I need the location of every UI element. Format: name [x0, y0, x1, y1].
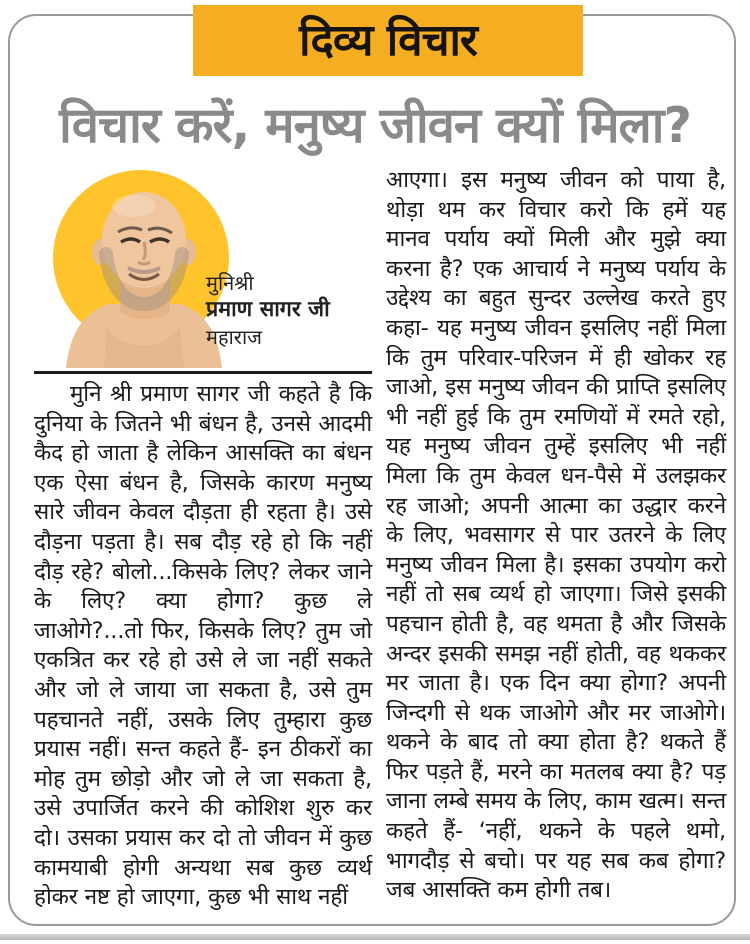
- article-headline-text: विचार करें, मनुष्य जीवन क्यों मिला?: [59, 97, 691, 154]
- caption-divider: [34, 371, 372, 374]
- article-body: [34, 166, 726, 914]
- left-column: [34, 166, 372, 914]
- article-text-right: आएगा। इस मनुष्य जीवन को पाया है, थोड़ा थम कर विचार करो कि हमें यह मानव पर्याय क्यों मिली और मुझे क्या करना है? एक आचार्य ने मनुष्य पर्याय के उद्देश्य का बहुत सुन्दर उल्लेख करते हुए कहा- यह मनुष्य जीवन इसलिए नहीं मिला कि तुम परिवार-परिजन में ही खोकर रह जाओ, इस मनुष्य जीवन की प्राप्ति इसलिए भी नहीं हुई कि तुम रमणियों में रमते रहो, यह मनुष्य जीवन तुम्हें इसलिए भी नहीं मिला कि तुम केवल धन-पैसे में उलझकर रह जाओ; अपनी आत्मा का उद्धार करने के लिए, भवसागर से पार उतरने के लिए मनुष्य जीवन मिला है। इसका उपयोग करो नहीं तो सब व्यर्थ हो जाएगा। जिसे इसकी पहचान होती है, वह थमता है और जिसके अन्दर इसकी समझ नहीं होती, वह थककर मर जाता है। एक दिन क्या होगा? अपनी जिन्दगी से थक जाओगे और मर जाओगे। थकने के बाद तो क्या होता है? थकते हैं फिर पड़ते हैं, मरने का मतलब क्या है? पड़ जाना लम्बे समय के लिए, काम खत्म। सन्त कहते हैं- ‘नहीं, थकने के पहले थमो, भागदौड़ से बचो। पर यह सब कब होगा? जब आसक्ति कम होगी तब।: [386, 167, 726, 904]
- right-column: [386, 166, 726, 914]
- section-banner-title: दिव्य विचार: [299, 14, 477, 66]
- article-text-left: मुनि श्री प्रमाण सागर जी कहते है कि दुनिया के जितने भी बंधन है, उनसे आदमी कैद हो जाता है लेकिन आसक्ति का बंधन एक ऐसा बंधन है, जिसके कारण मनुष्य सारे जीवन केवल दौड़ता ही रहता है। उसे दौड़ना पड़ता है। सब दौड़ रहे हो कि नहीं दौड़ रहे? बोलो...किसके लिए? लेकर जाने के लिए? क्या होगा? कुछ ले जाओगे?...तो फिर, किसके लिए? तुम जो एकत्रित कर रहे हो उसे ले जा नहीं सकते और जो ले जाया जा सकता है, उसे तुम पहचानते नहीं, उसके लिए तुम्हारा कुछ प्रयास नहीं। सन्त कहते हैं- इन ठीकरों का मोह तुम छोड़ो और जो ले जा सकता है, उसे उपार्जित करने की कोशिश शुरु कर दो। उसका प्रयास कर दो तो जीवन में कुछ कामयाबी होगी अन्यथा सब कुछ व्यर्थ होकर नष्ट हो जाएगा, कुछ भी साथ नहीं: [34, 381, 372, 911]
- author-title: मुनिश्री: [206, 271, 254, 295]
- author-photo-block: [34, 166, 372, 366]
- author-name: प्रमाण सागर जी: [206, 297, 330, 322]
- section-banner: [193, 5, 583, 76]
- article-headline: [24, 86, 726, 162]
- author-caption: [206, 270, 330, 350]
- author-honorific: महाराज: [206, 324, 262, 349]
- scan-edge-line: [0, 934, 750, 940]
